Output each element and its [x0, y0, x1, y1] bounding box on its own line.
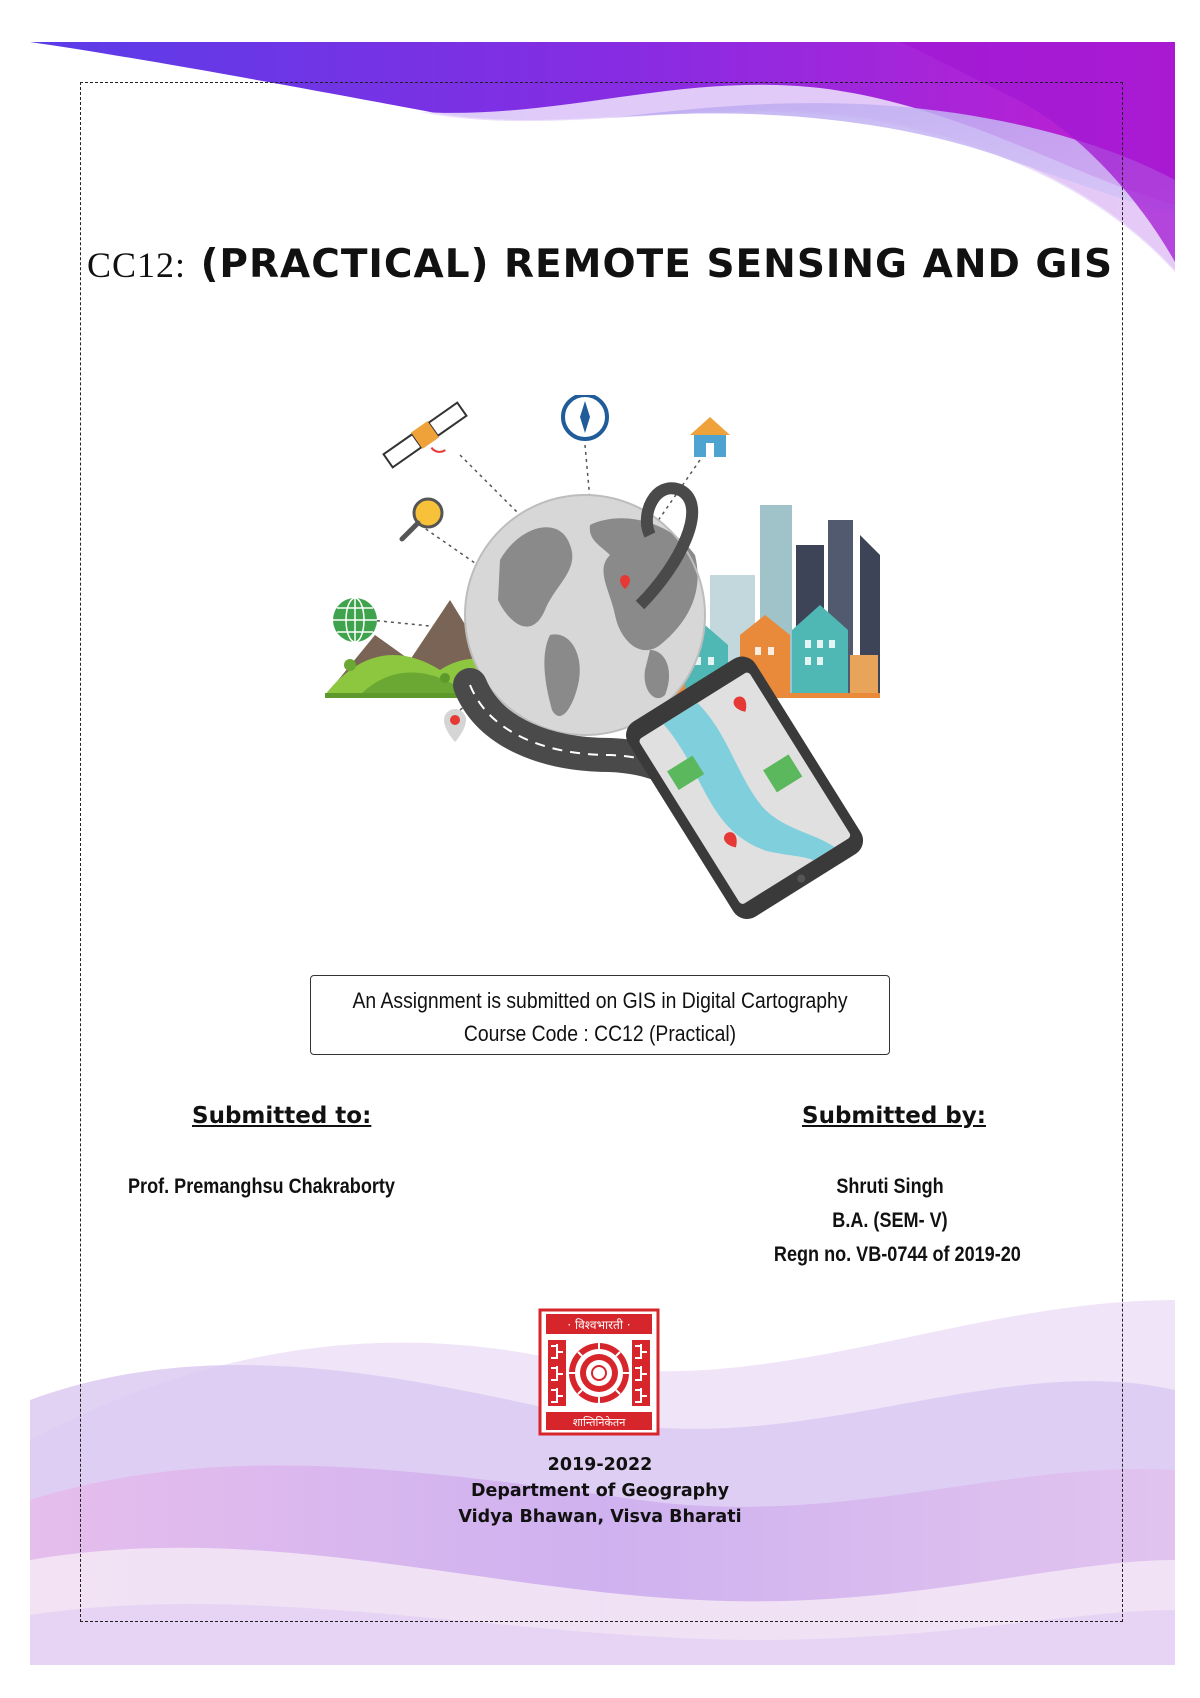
assignment-line-1: An Assignment is submitted on GIS in Digital Cartography: [352, 988, 848, 1013]
student-class: B.A. (SEM- V): [832, 1209, 948, 1232]
student-name: Shruti Singh: [836, 1175, 944, 1198]
course-name: (PRACTICAL) REMOTE SENSING AND GIS: [200, 242, 1114, 287]
map-pin-icon: [444, 709, 466, 742]
student-registration: Regn no. VB-0744 of 2019-20: [773, 1243, 1021, 1266]
globe-grid-icon: [333, 598, 377, 642]
globe: [465, 495, 705, 735]
compass-icon: [563, 395, 607, 439]
footer: [0, 1452, 1200, 1530]
visva-bharati-logo: [538, 1308, 660, 1436]
submitted-to-heading: Submitted to:: [192, 1103, 372, 1129]
course-code: CC12:: [86, 245, 186, 285]
gis-illustration: [320, 395, 900, 970]
department-name: Department of Geography: [470, 1481, 730, 1501]
submitted-to-name: Prof. Premanghsu Chakraborty: [128, 1175, 395, 1198]
satellite-icon: [382, 401, 475, 480]
submitted-by-heading: Submitted by:: [802, 1103, 986, 1129]
logo-bottom-text: शान्तिनिकेतन: [572, 1416, 626, 1429]
institution-name: Vidya Bhawan, Visva Bharati: [458, 1507, 742, 1527]
page-title: [0, 242, 1200, 287]
magnifier-icon: [402, 499, 442, 539]
logo-top-text: · विश्वभारती ·: [567, 1318, 631, 1332]
house-icon: [690, 417, 730, 457]
assignment-box: [310, 975, 890, 1055]
submitted-by-block: [773, 1170, 1021, 1272]
assignment-line-2: Course Code : CC12 (Practical): [463, 1021, 737, 1046]
session-years: 2019-2022: [547, 1455, 653, 1475]
